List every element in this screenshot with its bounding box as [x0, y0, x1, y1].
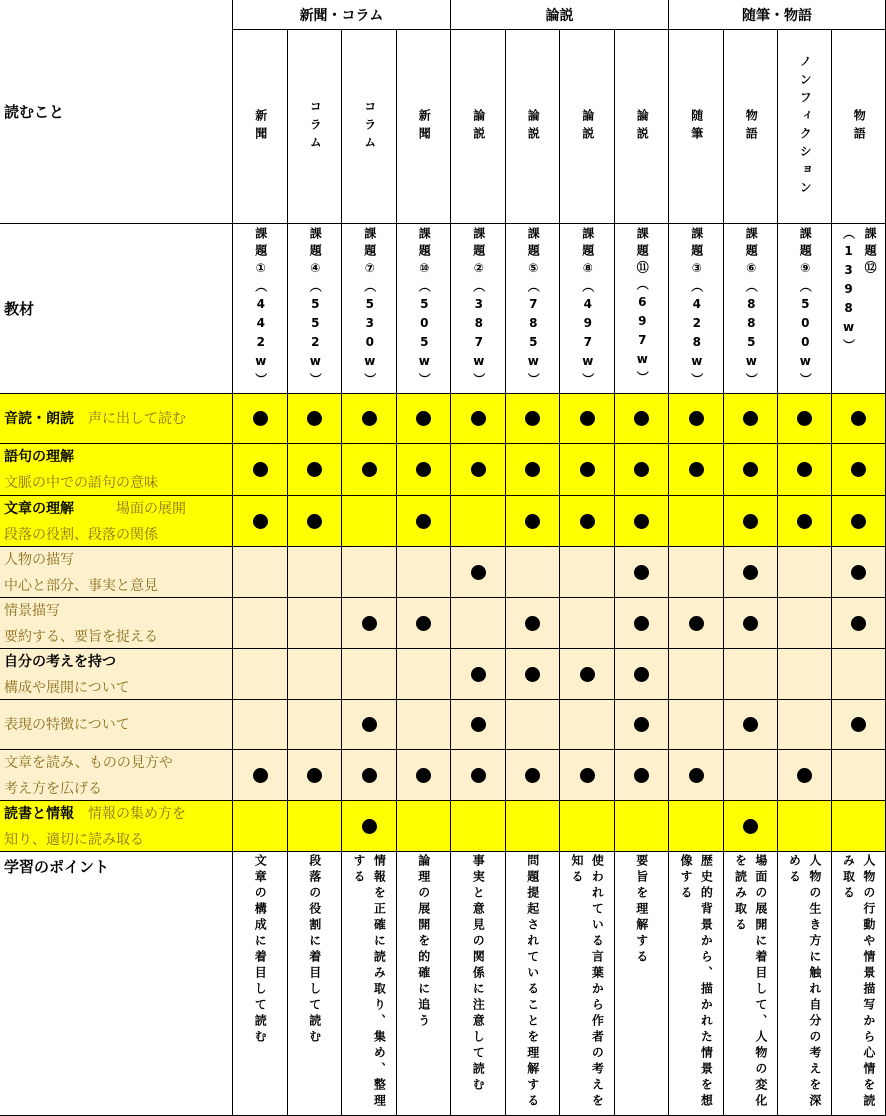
mark-cell — [724, 649, 778, 700]
mark-cell — [778, 394, 832, 444]
skill-label-cell — [0, 801, 233, 852]
filled-circle-mark — [416, 768, 431, 783]
mark-cell — [724, 496, 778, 547]
material-label: 課題⑩（505w） — [417, 227, 432, 390]
mark-cell — [560, 444, 615, 496]
filled-circle-mark — [416, 514, 431, 529]
filled-circle-mark — [580, 768, 595, 783]
mark-cell — [451, 547, 506, 598]
material-label: 課題③（428w） — [689, 227, 704, 390]
skill-title: 音読・朗読 — [4, 410, 74, 427]
points-header-cell — [0, 852, 233, 1116]
mark-cell — [669, 649, 724, 700]
mark-cell — [397, 700, 451, 750]
material-label: 課題①（442w） — [253, 227, 268, 390]
mark-cell — [724, 598, 778, 649]
point-text: 人物の行動や情景描写から心情を読み取る — [841, 854, 876, 1110]
material-cell — [451, 224, 506, 394]
mark-cell — [397, 394, 451, 444]
filled-circle-mark — [416, 616, 431, 631]
group-header — [233, 0, 451, 30]
genre-header — [832, 30, 886, 224]
skill-detail: 人物の描写 — [4, 552, 74, 568]
mark-cell — [506, 700, 560, 750]
point-text: 場面の展開に着目して、人物の変化を読み取る — [733, 854, 768, 1110]
mark-cell — [233, 547, 288, 598]
mark-cell — [451, 598, 506, 649]
filled-circle-mark — [416, 462, 431, 477]
mark-cell — [615, 750, 669, 801]
point-cell — [397, 852, 451, 1116]
mark-cell — [451, 444, 506, 496]
mark-cell — [724, 547, 778, 598]
skill-label-line1 — [4, 598, 232, 624]
mark-cell — [560, 649, 615, 700]
filled-circle-mark — [307, 768, 322, 783]
point-cell — [615, 852, 669, 1116]
filled-circle-mark — [471, 411, 486, 426]
filled-circle-mark — [634, 768, 649, 783]
material-header-cell — [0, 224, 233, 394]
material-cell — [560, 224, 615, 394]
filled-circle-mark — [851, 616, 866, 631]
genre-header — [560, 30, 615, 224]
filled-circle-mark — [743, 565, 758, 580]
skill-label-cell — [0, 750, 233, 801]
mark-cell — [778, 700, 832, 750]
skill-label-line1 — [4, 496, 232, 522]
mark-cell — [397, 496, 451, 547]
point-cell — [832, 852, 886, 1116]
skill-detail-line2: 段落の役割、段落の関係 — [4, 527, 158, 543]
genre-label: ノンフィクション — [798, 54, 813, 199]
mark-cell — [233, 700, 288, 750]
mark-cell — [288, 649, 342, 700]
point-text: 論理の展開を的確に追う — [416, 854, 431, 1030]
mark-cell — [724, 700, 778, 750]
mark-cell — [288, 394, 342, 444]
genre-label: 新聞 — [417, 108, 432, 145]
filled-circle-mark — [634, 514, 649, 529]
filled-circle-mark — [525, 768, 540, 783]
mark-cell — [615, 496, 669, 547]
mark-cell — [451, 700, 506, 750]
filled-circle-mark — [634, 667, 649, 682]
material-cell — [506, 224, 560, 394]
genre-header — [778, 30, 832, 224]
filled-circle-mark — [797, 462, 812, 477]
mark-cell — [506, 649, 560, 700]
material-cell — [669, 224, 724, 394]
filled-circle-mark — [253, 514, 268, 529]
filled-circle-mark — [580, 667, 595, 682]
skill-label-line1 — [4, 801, 232, 827]
point-cell — [778, 852, 832, 1116]
skill-label-cell — [0, 649, 233, 700]
mark-cell — [778, 598, 832, 649]
genre-label: 新聞 — [253, 108, 268, 145]
mark-cell — [724, 750, 778, 801]
filled-circle-mark — [525, 411, 540, 426]
mark-cell — [397, 649, 451, 700]
material-header: 教材 — [4, 300, 35, 318]
skill-label-line1 — [4, 444, 232, 470]
skill-title: 語句の理解 — [4, 449, 74, 465]
filled-circle-mark — [851, 514, 866, 529]
mark-cell — [451, 649, 506, 700]
skill-label-line1 — [4, 394, 232, 443]
mark-cell — [506, 801, 560, 852]
mark-cell — [397, 547, 451, 598]
material-label: 課題⑨（500w） — [798, 227, 813, 390]
mark-cell — [342, 750, 397, 801]
material-label: 課題④（552w） — [308, 227, 323, 390]
mark-cell — [832, 444, 886, 496]
filled-circle-mark — [689, 616, 704, 631]
mark-cell — [233, 598, 288, 649]
filled-circle-mark — [362, 616, 377, 631]
filled-circle-mark — [743, 462, 758, 477]
skill-label-cell — [0, 547, 233, 598]
mark-cell — [397, 444, 451, 496]
mark-cell — [778, 750, 832, 801]
mark-cell — [342, 801, 397, 852]
skill-label-cell — [0, 700, 233, 750]
material-label: 課題⑧（497w） — [580, 227, 595, 390]
filled-circle-mark — [797, 411, 812, 426]
mark-cell — [560, 394, 615, 444]
point-text: 問題提起されていることを理解する — [525, 854, 540, 1110]
filled-circle-mark — [307, 411, 322, 426]
point-text: 段落の役割に着目して読む — [307, 854, 322, 1046]
point-cell — [506, 852, 560, 1116]
mark-cell — [560, 496, 615, 547]
material-label: 課題⑥（885w） — [744, 227, 759, 390]
point-text: 人物の生き方に触れ自分の考えを深める — [787, 854, 822, 1110]
point-cell — [451, 852, 506, 1116]
mark-cell — [451, 394, 506, 444]
genre-header — [342, 30, 397, 224]
material-cell — [288, 224, 342, 394]
filled-circle-mark — [362, 717, 377, 732]
filled-circle-mark — [580, 514, 595, 529]
filled-circle-mark — [525, 667, 540, 682]
filled-circle-mark — [634, 565, 649, 580]
point-cell — [288, 852, 342, 1116]
filled-circle-mark — [307, 462, 322, 477]
point-text: 文章の構成に着目して読む — [253, 854, 268, 1046]
filled-circle-mark — [525, 462, 540, 477]
point-text: 要旨を理解する — [634, 854, 649, 966]
filled-circle-mark — [253, 462, 268, 477]
mark-cell — [506, 496, 560, 547]
skill-detail-line2: 知り、適切に読み取る — [4, 832, 144, 848]
point-cell — [669, 852, 724, 1116]
mark-cell — [778, 496, 832, 547]
mark-cell — [233, 649, 288, 700]
mark-cell — [615, 547, 669, 598]
mark-cell — [560, 700, 615, 750]
filled-circle-mark — [471, 717, 486, 732]
mark-cell — [615, 394, 669, 444]
group-header-label: 随筆・物語 — [742, 7, 812, 24]
material-label: 課題⑦（530w） — [362, 227, 377, 390]
filled-circle-mark — [743, 819, 758, 834]
genre-label: 物語 — [852, 108, 867, 145]
skill-label-cell — [0, 394, 233, 444]
mark-cell — [560, 750, 615, 801]
mark-cell — [342, 444, 397, 496]
genre-label: 論説 — [526, 108, 541, 145]
skill-detail-line2: 考え方を広げる — [4, 781, 102, 797]
mark-cell — [615, 444, 669, 496]
filled-circle-mark — [689, 462, 704, 477]
group-header — [669, 0, 886, 30]
filled-circle-mark — [471, 565, 486, 580]
mark-cell — [615, 598, 669, 649]
material-label: 課題②（387w） — [471, 227, 486, 390]
filled-circle-mark — [634, 462, 649, 477]
filled-circle-mark — [743, 616, 758, 631]
genre-label: 物語 — [744, 108, 759, 145]
material-cell — [342, 224, 397, 394]
mark-cell — [233, 750, 288, 801]
skill-label-line1 — [4, 547, 232, 573]
genre-header — [615, 30, 669, 224]
skill-detail-line2: 構成や展開について — [4, 680, 130, 696]
filled-circle-mark — [416, 411, 431, 426]
mark-cell — [288, 750, 342, 801]
mark-cell — [669, 750, 724, 801]
filled-circle-mark — [471, 462, 486, 477]
mark-cell — [669, 394, 724, 444]
skill-label-cell — [0, 444, 233, 496]
filled-circle-mark — [689, 768, 704, 783]
filled-circle-mark — [362, 819, 377, 834]
skill-detail: 場面の展開 — [116, 501, 186, 517]
genre-header — [724, 30, 778, 224]
mark-cell — [342, 496, 397, 547]
filled-circle-mark — [689, 411, 704, 426]
filled-circle-mark — [743, 411, 758, 426]
mark-cell — [724, 444, 778, 496]
skill-detail-line2: 文脈の中での語句の意味 — [4, 475, 158, 491]
mark-cell — [832, 598, 886, 649]
skill-label-line1 — [4, 649, 232, 675]
material-cell — [233, 224, 288, 394]
mark-cell — [832, 801, 886, 852]
mark-cell — [233, 444, 288, 496]
mark-cell — [832, 496, 886, 547]
filled-circle-mark — [471, 667, 486, 682]
filled-circle-mark — [851, 717, 866, 732]
point-cell — [342, 852, 397, 1116]
mark-cell — [342, 598, 397, 649]
mark-cell — [778, 547, 832, 598]
filled-circle-mark — [525, 616, 540, 631]
mark-cell — [342, 649, 397, 700]
genre-label: 論説 — [471, 108, 486, 145]
material-cell — [615, 224, 669, 394]
filled-circle-mark — [580, 462, 595, 477]
material-cell — [724, 224, 778, 394]
skill-title: 読書と情報 — [4, 806, 74, 822]
mark-cell — [288, 547, 342, 598]
mark-cell — [342, 547, 397, 598]
mark-cell — [615, 801, 669, 852]
mark-cell — [288, 496, 342, 547]
skill-detail: 情景描写 — [4, 603, 60, 619]
mark-cell — [778, 801, 832, 852]
mark-cell — [615, 649, 669, 700]
skill-detail-line2: 要約する、要旨を捉える — [4, 629, 158, 645]
material-cell — [397, 224, 451, 394]
filled-circle-mark — [580, 411, 595, 426]
point-cell — [724, 852, 778, 1116]
mark-cell — [288, 598, 342, 649]
mark-cell — [669, 598, 724, 649]
filled-circle-mark — [253, 411, 268, 426]
filled-circle-mark — [851, 462, 866, 477]
mark-cell — [506, 598, 560, 649]
filled-circle-mark — [525, 514, 540, 529]
filled-circle-mark — [307, 514, 322, 529]
mark-cell — [724, 394, 778, 444]
mark-cell — [233, 801, 288, 852]
genre-label: コラム — [362, 99, 377, 154]
skill-label-line1 — [4, 750, 232, 776]
mark-cell — [451, 750, 506, 801]
point-cell — [560, 852, 615, 1116]
mark-cell — [506, 750, 560, 801]
mark-cell — [397, 598, 451, 649]
genre-header — [397, 30, 451, 224]
point-text: 事実と意見の関係に注意して読む — [471, 854, 486, 1094]
filled-circle-mark — [634, 616, 649, 631]
mark-cell — [288, 444, 342, 496]
mark-cell — [451, 801, 506, 852]
filled-circle-mark — [797, 768, 812, 783]
filled-circle-mark — [362, 411, 377, 426]
mark-cell — [397, 750, 451, 801]
skill-label-cell — [0, 496, 233, 547]
mark-cell — [342, 700, 397, 750]
skill-detail: 文章を読み、ものの見方や — [4, 755, 173, 771]
filled-circle-mark — [362, 768, 377, 783]
mark-cell — [832, 750, 886, 801]
material-label: 課題⑤（785w） — [526, 227, 541, 390]
mark-cell — [288, 700, 342, 750]
group-header-label: 論説 — [545, 7, 574, 24]
mark-cell — [832, 649, 886, 700]
points-header: 学習のポイント — [4, 858, 110, 876]
material-cell — [832, 224, 886, 394]
skill-detail: 声に出して読む — [88, 410, 186, 427]
genre-label: 随筆 — [689, 108, 704, 145]
filled-circle-mark — [362, 462, 377, 477]
skill-title: 自分の考えを持つ — [4, 654, 116, 670]
genre-label: 論説 — [635, 108, 650, 145]
mark-cell — [778, 649, 832, 700]
mark-cell — [506, 444, 560, 496]
mark-cell — [233, 394, 288, 444]
point-text: 情報を正確に読み取り、集め、整理する — [352, 854, 387, 1110]
genre-header — [506, 30, 560, 224]
filled-circle-mark — [634, 717, 649, 732]
mark-cell — [669, 444, 724, 496]
genre-header — [233, 30, 288, 224]
mark-cell — [669, 547, 724, 598]
mark-cell — [506, 547, 560, 598]
mark-cell — [778, 444, 832, 496]
mark-cell — [342, 394, 397, 444]
mark-cell — [397, 801, 451, 852]
mark-cell — [669, 496, 724, 547]
mark-cell — [669, 801, 724, 852]
mark-cell — [451, 496, 506, 547]
filled-circle-mark — [851, 411, 866, 426]
point-text: 歴史的背景から、描かれた情景を想像する — [679, 854, 714, 1110]
mark-cell — [506, 394, 560, 444]
read-header: 読むこと — [4, 103, 65, 121]
point-cell — [233, 852, 288, 1116]
genre-header — [451, 30, 506, 224]
skill-label-line1 — [4, 700, 232, 749]
mark-cell — [832, 700, 886, 750]
genre-header — [669, 30, 724, 224]
skill-label-cell — [0, 598, 233, 649]
filled-circle-mark — [797, 514, 812, 529]
mark-cell — [560, 801, 615, 852]
filled-circle-mark — [634, 411, 649, 426]
material-label: 課題⑪（697w） — [635, 227, 650, 388]
filled-circle-mark — [743, 514, 758, 529]
filled-circle-mark — [851, 565, 866, 580]
mark-cell — [832, 547, 886, 598]
point-text: 使われている言葉から作者の考えを知る — [570, 854, 605, 1110]
filled-circle-mark — [253, 768, 268, 783]
genre-label: 論説 — [580, 108, 595, 145]
mark-cell — [724, 801, 778, 852]
filled-circle-mark — [743, 717, 758, 732]
material-cell — [778, 224, 832, 394]
mark-cell — [560, 547, 615, 598]
genre-label: コラム — [308, 99, 323, 154]
mark-cell — [288, 801, 342, 852]
skill-title: 文章の理解 — [4, 501, 74, 517]
material-label: 課題⑫（1398w） — [841, 227, 878, 356]
skill-detail-line2: 中心と部分、事実と意見 — [4, 578, 158, 594]
group-header-label: 新聞・コラム — [299, 7, 384, 24]
skill-detail: 表現の特徴について — [4, 716, 130, 733]
mark-cell — [669, 700, 724, 750]
skill-detail: 情報の集め方を — [88, 806, 186, 822]
read-header-cell — [0, 0, 233, 224]
genre-header — [288, 30, 342, 224]
group-header — [451, 0, 669, 30]
mark-cell — [233, 496, 288, 547]
filled-circle-mark — [471, 768, 486, 783]
mark-cell — [832, 394, 886, 444]
mark-cell — [615, 700, 669, 750]
mark-cell — [560, 598, 615, 649]
